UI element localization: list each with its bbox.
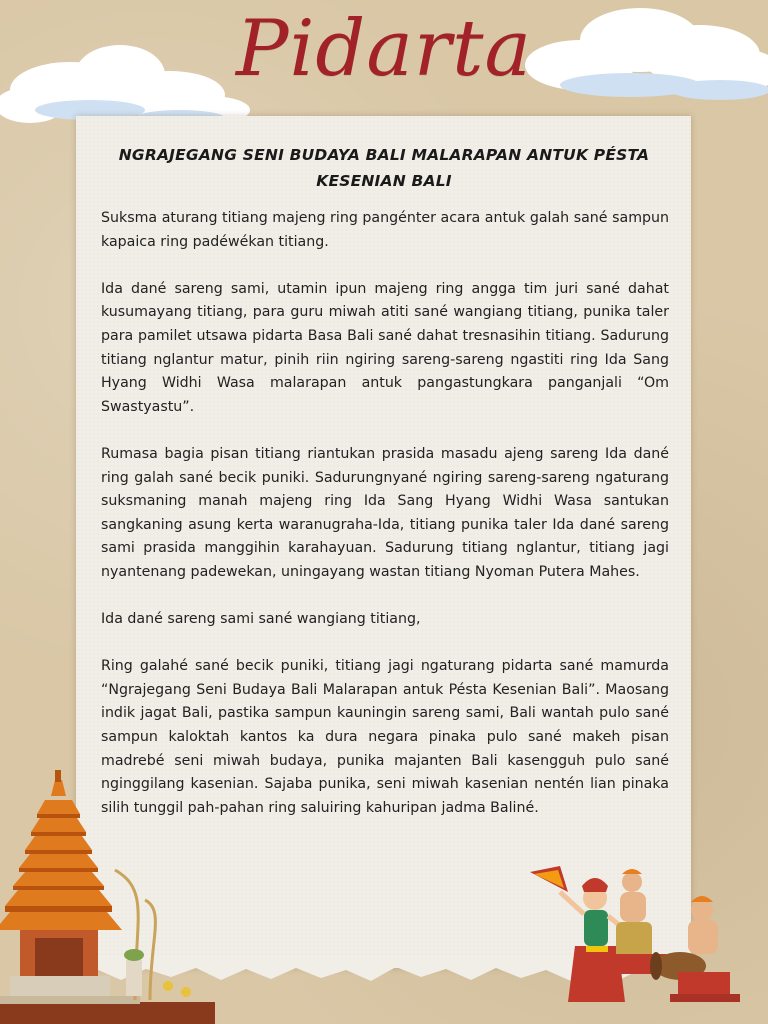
paragraph: Ida dané sareng sami sané wangiang titiang, <box>101 611 421 628</box>
balinese-dancers-icon <box>520 862 760 1012</box>
paragraph: Rumasa bagia pisan titiang riantukan prasida masadu ajeng sareng Ida dané ring galah sané becik puniki. Sadurungnyané ngiring sareng-sareng ngaturang suksmaning manah majeng ring Ida Sang Hyang Widhi Wasa santukan sangkaning asung kerta waranugraha-Ida, titiang punika taler Ida dané sareng sami prasida manggihin karahayuan. Sadurung titiang nglantur, titiang jagi nyantenang padewekan, uningayang wastan titiang Nyoman Putera Mahes. <box>101 445 669 580</box>
bali-temple-icon <box>0 770 220 1024</box>
document-heading <box>90 142 678 194</box>
paragraph: Suksma aturang titiang majeng ring pangénter acara antuk galah sané sampun kapaica ring padéwékan titiang. <box>101 210 669 250</box>
heading-line-2: KESENIAN BALI <box>316 172 452 190</box>
document-body <box>101 207 669 844</box>
paragraph: Ida dané sareng sami, utamin ipun majeng ring angga tim juri sané dahat kusumayang titiang, para guru miwah atiti sané wangiang titiang, punika taler para pamilet utsawa pidarta Basa Bali sané dahat tresnasihin titiang. Sadurung titiang nglantur matur, pinih riin ngiring sareng-sareng ngastiti ring Ida Sang Hyang Widhi Wasa malarapan antuk pangastungkara panganjali “Om Swastyastu”. <box>101 280 669 415</box>
page-title: Pidarta <box>236 4 532 94</box>
heading-line-1: NGRAJEGANG SENI BUDAYA BALI MALARAPAN ANTUK PÉSTA <box>118 146 650 164</box>
paragraph: Ring galahé sané becik puniki, titiang jagi ngaturang pidarta sané mamurda “Ngrajegang Seni Budaya Bali Malarapan antuk Pésta Kesenian Bali”. Maosang indik jagat Bali, pastika sampun kauningin sareng sami, Bali wantah pulo sané sampun kaloktah kantos ka dura negara pinaka pulo sané makeh pisan madrebé seni miwah budaya, punika majanten Bali kasengguh pulo sané nginggilang kasenian. Sajaba punika, seni miwah kasenian nentén lian pinaka silih tunggil pah-pahan ring saluiring kahuripan jadma Baliné. <box>101 658 669 816</box>
